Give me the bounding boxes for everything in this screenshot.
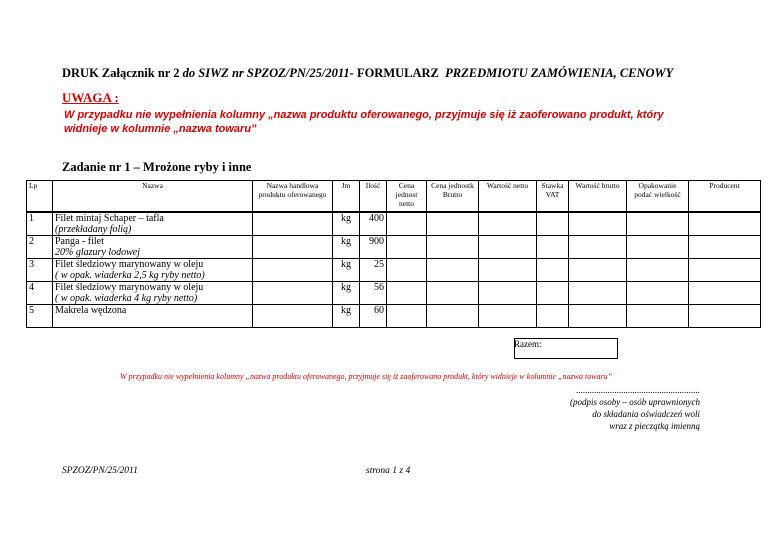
vat-cell[interactable] bbox=[537, 282, 569, 305]
price-brutto-cell[interactable] bbox=[427, 236, 479, 259]
value-netto-cell[interactable] bbox=[479, 213, 537, 236]
trade-name-cell[interactable] bbox=[253, 236, 333, 259]
value-netto-cell[interactable] bbox=[479, 259, 537, 282]
signature-dots: ....................................................... bbox=[576, 385, 700, 395]
price-brutto-cell[interactable] bbox=[427, 259, 479, 282]
trade-name-cell[interactable] bbox=[253, 213, 333, 236]
producer-cell[interactable] bbox=[689, 213, 761, 236]
value-brutto-cell[interactable] bbox=[569, 305, 627, 328]
col-nazwa-handlowa: Nazwa handlowa produktu oferowanego bbox=[253, 181, 333, 212]
table-row bbox=[27, 213, 761, 236]
row-name: Filet śledziowy marynowany w oleju ( w opak. wiaderka 2,5 kg ryby netto) bbox=[53, 259, 253, 282]
trade-name-cell[interactable] bbox=[253, 305, 333, 328]
vat-cell[interactable] bbox=[537, 236, 569, 259]
row-lp: 4 bbox=[27, 282, 53, 305]
row-lp: 3 bbox=[27, 259, 53, 282]
price-netto-cell[interactable] bbox=[387, 236, 427, 259]
trade-name-cell[interactable] bbox=[253, 282, 333, 305]
row-jm: kg bbox=[333, 213, 360, 236]
row-lp: 1 bbox=[27, 213, 53, 236]
row-jm: kg bbox=[333, 305, 360, 328]
title-formularz: FORMULARZ bbox=[356, 66, 439, 80]
signature-block bbox=[520, 384, 700, 432]
signature-line1: (podpis osoby – osób uprawnionych bbox=[570, 397, 700, 407]
producer-cell[interactable] bbox=[689, 236, 761, 259]
producer-cell[interactable] bbox=[689, 259, 761, 282]
title-siwz: do SIWZ nr SPZOZ/PN/25/2011- bbox=[182, 66, 354, 80]
packaging-cell[interactable] bbox=[627, 282, 689, 305]
document-title bbox=[62, 66, 673, 81]
warning-text: W przypadku nie wypełnienia kolumny „nazwa produktu oferowanego, przyjmuje się iż zaoferowano produkt, który widnieje w kolumnie „nazwa towaru” bbox=[64, 109, 664, 135]
value-brutto-cell[interactable] bbox=[569, 282, 627, 305]
row-lp: 5 bbox=[27, 305, 53, 328]
row-lp: 2 bbox=[27, 236, 53, 259]
footer-reference: SPZOZ/PN/25/2011 bbox=[62, 466, 138, 476]
vat-cell[interactable] bbox=[537, 259, 569, 282]
value-netto-cell[interactable] bbox=[479, 282, 537, 305]
pricing-table bbox=[26, 180, 761, 328]
title-prefix: DRUK Załącznik nr 2 bbox=[62, 66, 180, 80]
row-qty: 900 bbox=[360, 236, 387, 259]
row-name: Makrela wędzona bbox=[53, 305, 253, 328]
value-netto-cell[interactable] bbox=[479, 305, 537, 328]
row-name: Panga - filet 20% glazury lodowej bbox=[53, 236, 253, 259]
table-row bbox=[27, 305, 761, 328]
row-qty: 400 bbox=[360, 213, 387, 236]
signature-line3: wraz z pieczątką imienną bbox=[609, 421, 700, 431]
packaging-cell[interactable] bbox=[627, 236, 689, 259]
signature-line2: do składania oświadczeń woli bbox=[592, 409, 700, 419]
packaging-cell[interactable] bbox=[627, 213, 689, 236]
col-opakowanie: Opakowanie podać wielkość bbox=[627, 181, 689, 212]
row-name: Filet mintaj Schaper – tafla (przekładany folią) bbox=[53, 213, 253, 236]
price-brutto-cell[interactable] bbox=[427, 282, 479, 305]
price-netto-cell[interactable] bbox=[387, 305, 427, 328]
price-brutto-cell[interactable] bbox=[427, 213, 479, 236]
row-jm: kg bbox=[333, 282, 360, 305]
packaging-cell[interactable] bbox=[627, 259, 689, 282]
value-brutto-cell[interactable] bbox=[569, 213, 627, 236]
col-nazwa: Nazwa bbox=[53, 181, 253, 212]
col-jm: Jm bbox=[333, 181, 360, 212]
table-row bbox=[27, 282, 761, 305]
col-cena-brutto: Cena jednostk Brutto bbox=[427, 181, 479, 212]
price-netto-cell[interactable] bbox=[387, 282, 427, 305]
price-netto-cell[interactable] bbox=[387, 213, 427, 236]
page-number: strona 1 z 4 bbox=[366, 466, 411, 476]
row-jm: kg bbox=[333, 236, 360, 259]
row-name: Filet śledziowy marynowany w oleju ( w opak. wiaderka 4 kg ryby netto) bbox=[53, 282, 253, 305]
vat-cell[interactable] bbox=[537, 213, 569, 236]
row-qty: 56 bbox=[360, 282, 387, 305]
col-stawka-vat: Stawka VAT bbox=[537, 181, 569, 212]
producer-cell[interactable] bbox=[689, 305, 761, 328]
price-netto-cell[interactable] bbox=[387, 259, 427, 282]
table-header-row bbox=[27, 181, 761, 212]
title-przedmiot: PRZEDMIOTU ZAMÓWIENIA, CENOWY bbox=[445, 66, 674, 80]
row-qty: 60 bbox=[360, 305, 387, 328]
col-producent: Producent bbox=[689, 181, 761, 212]
col-ilosc: Ilość bbox=[360, 181, 387, 212]
vat-cell[interactable] bbox=[537, 305, 569, 328]
value-netto-cell[interactable] bbox=[479, 236, 537, 259]
producer-cell[interactable] bbox=[689, 282, 761, 305]
uwaga-heading: UWAGA : bbox=[62, 90, 119, 105]
col-wartosc-netto: Wartość netto bbox=[479, 181, 537, 212]
footnote-warning: W przypadku nie wypełnienia kolumny „nazwa produktu oferowanego, przyjmuje się iż zaoferowano produkt, który widnieje w kolumnie „nazwa towaru” bbox=[120, 372, 613, 381]
packaging-cell[interactable] bbox=[627, 305, 689, 328]
razem-label: Razem: bbox=[514, 339, 542, 349]
price-brutto-cell[interactable] bbox=[427, 305, 479, 328]
table-row bbox=[27, 236, 761, 259]
value-brutto-cell[interactable] bbox=[569, 236, 627, 259]
col-cena-netto: Cena jednost netto bbox=[387, 181, 427, 212]
task-heading: Zadanie nr 1 – Mrożone ryby i inne bbox=[62, 160, 252, 174]
value-brutto-cell[interactable] bbox=[569, 259, 627, 282]
table-row bbox=[27, 259, 761, 282]
trade-name-cell[interactable] bbox=[253, 259, 333, 282]
row-qty: 25 bbox=[360, 259, 387, 282]
row-jm: kg bbox=[333, 259, 360, 282]
col-wartosc-brutto: Wartość brutto bbox=[569, 181, 627, 212]
col-lp: Lp bbox=[27, 181, 53, 212]
